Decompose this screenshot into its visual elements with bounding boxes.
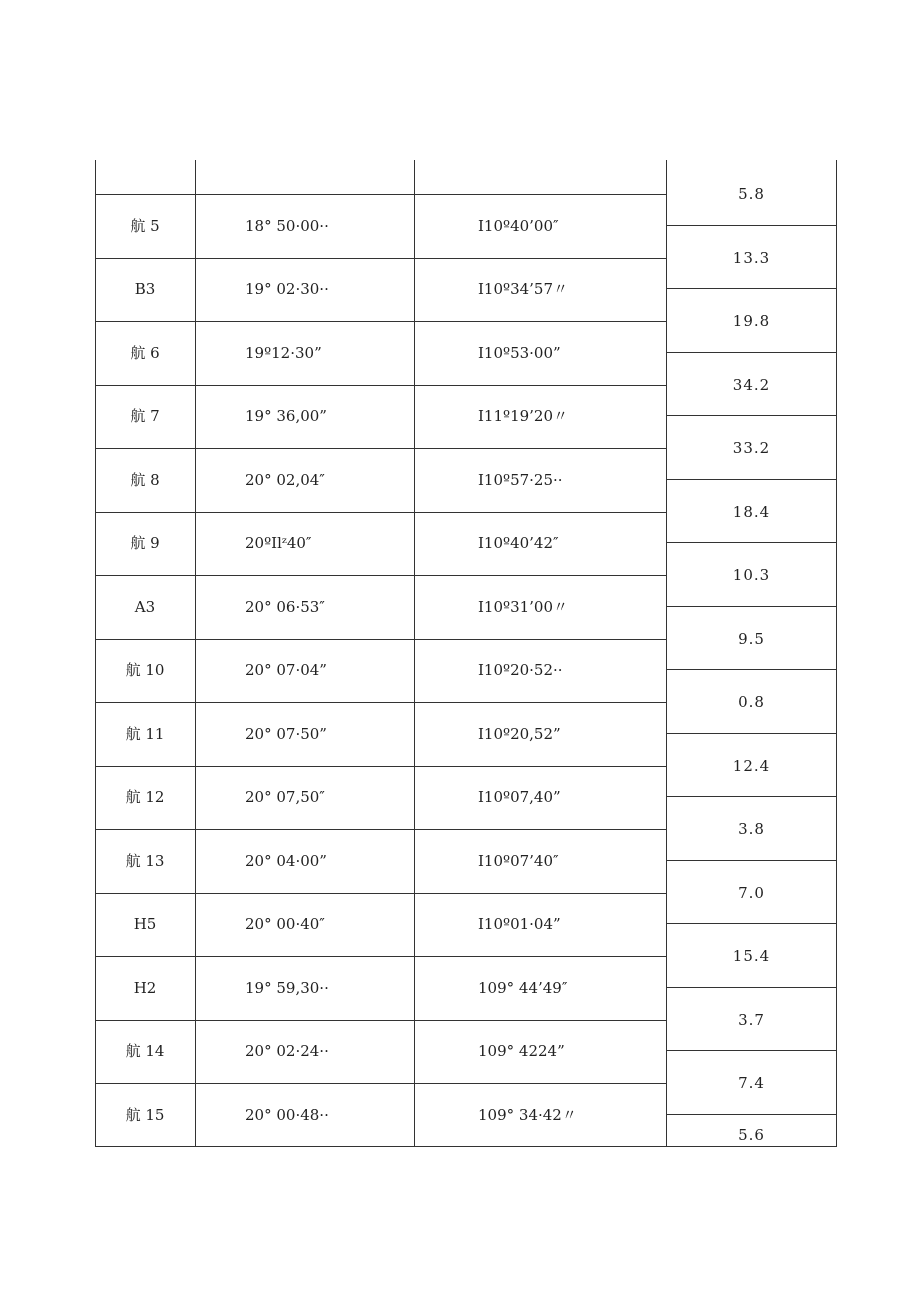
latitude-cell: 18° 50·00·· xyxy=(245,217,329,235)
distance-cell: 3.7 xyxy=(738,1011,765,1029)
waypoint-name-cell: 航 14 xyxy=(125,1042,165,1060)
waypoint-name-cell: H5 xyxy=(133,915,157,933)
distance-row-divider xyxy=(666,669,837,670)
waypoint-name-cell: 航 8 xyxy=(130,471,160,489)
distance-cell: 9.5 xyxy=(738,630,765,648)
distance-row-divider xyxy=(666,1050,837,1051)
distance-row-divider xyxy=(666,606,837,607)
longitude-cell: I10º07’40″ xyxy=(478,852,559,870)
distance-row-divider xyxy=(666,860,837,861)
longitude-cell: 109° 44’49″ xyxy=(478,979,568,997)
table-row-divider xyxy=(95,258,667,259)
table-row-divider xyxy=(95,448,667,449)
table-border-left xyxy=(95,160,96,1147)
latitude-cell: 20° 00·40″ xyxy=(245,915,325,933)
table-row-divider xyxy=(95,512,667,513)
latitude-cell: 20° 07·04” xyxy=(245,661,327,679)
table-border-right xyxy=(836,160,837,1147)
longitude-cell: I10º31’00〃 xyxy=(478,598,569,616)
waypoint-name-cell: 航 15 xyxy=(125,1106,165,1124)
distance-cell: 7.0 xyxy=(738,884,765,902)
table-row-divider xyxy=(95,1146,667,1147)
table-column-divider xyxy=(195,160,196,1147)
waypoint-name-cell: 航 6 xyxy=(130,344,160,362)
table-row-divider xyxy=(95,639,667,640)
distance-row-divider xyxy=(666,479,837,480)
waypoint-name-cell: 航 12 xyxy=(125,788,165,806)
table-row-divider xyxy=(95,385,667,386)
latitude-cell: 20° 07·50” xyxy=(245,725,327,743)
latitude-cell: 19° 02·30·· xyxy=(245,280,329,298)
table-row-divider xyxy=(95,956,667,957)
table-column-divider xyxy=(666,160,667,1147)
table-row-divider xyxy=(95,321,667,322)
distance-row-divider xyxy=(666,288,837,289)
latitude-cell: 19º12·30” xyxy=(245,344,322,362)
latitude-cell: 20° 02·24·· xyxy=(245,1042,329,1060)
table-row-divider xyxy=(95,1020,667,1021)
waypoint-name-cell: 航 5 xyxy=(130,217,160,235)
longitude-cell: I10º34’57〃 xyxy=(478,280,569,298)
waypoint-name-cell: 航 9 xyxy=(130,534,160,552)
waypoint-name-cell: 航 7 xyxy=(130,407,160,425)
distance-cell: 18.4 xyxy=(732,503,771,521)
waypoint-name-cell: 航 10 xyxy=(125,661,165,679)
latitude-cell: 19° 36,00” xyxy=(245,407,327,425)
distance-row-divider xyxy=(666,542,837,543)
longitude-cell: I10º40’42″ xyxy=(478,534,559,552)
distance-row-divider xyxy=(666,987,837,988)
latitude-cell: 20° 04·00” xyxy=(245,852,327,870)
latitude-cell: 20° 00·48·· xyxy=(245,1106,329,1124)
distance-cell: 5.8 xyxy=(738,185,765,203)
distance-cell: 13.3 xyxy=(732,249,771,267)
distance-cell: 3.8 xyxy=(738,820,765,838)
distance-row-divider xyxy=(666,415,837,416)
table-row-divider xyxy=(95,702,667,703)
latitude-cell: 20° 02,04″ xyxy=(245,471,325,489)
distance-row-divider xyxy=(666,796,837,797)
waypoint-name-cell: 航 13 xyxy=(125,852,165,870)
longitude-cell: I10º53·00” xyxy=(478,344,561,362)
distance-cell: 12.4 xyxy=(732,757,771,775)
distance-cell: 33.2 xyxy=(732,439,771,457)
longitude-cell: I10º57·25·· xyxy=(478,471,563,489)
latitude-cell: 20° 06·53″ xyxy=(245,598,325,616)
longitude-cell: 109° 4224” xyxy=(478,1042,565,1060)
waypoint-name-cell: H2 xyxy=(133,979,157,997)
longitude-cell: 109° 34·42〃 xyxy=(478,1106,577,1124)
distance-row-divider xyxy=(666,352,837,353)
longitude-cell: I10º40’00″ xyxy=(478,217,559,235)
table-row-divider xyxy=(95,1083,667,1084)
distance-row-divider xyxy=(666,225,837,226)
longitude-cell: I10º20,52” xyxy=(478,725,561,743)
latitude-cell: 19° 59,30·· xyxy=(245,979,329,997)
distance-row-divider xyxy=(666,923,837,924)
longitude-cell: I10º01·04” xyxy=(478,915,561,933)
distance-cell: 0.8 xyxy=(738,693,765,711)
longitude-cell: I10º07,40” xyxy=(478,788,561,806)
distance-cell: 10.3 xyxy=(732,566,771,584)
waypoint-name-cell: 航 11 xyxy=(125,725,165,743)
table-column-divider xyxy=(414,160,415,1147)
waypoint-name-cell: A3 xyxy=(134,598,156,616)
distance-row-divider xyxy=(666,733,837,734)
distance-cell: 15.4 xyxy=(732,947,771,965)
table-row-divider xyxy=(95,194,667,195)
waypoint-name-cell: B3 xyxy=(134,280,156,298)
latitude-cell: 20ºIlᶻ40″ xyxy=(245,534,312,552)
table-row-divider xyxy=(95,829,667,830)
distance-cell: 7.4 xyxy=(738,1074,765,1092)
distance-row-divider xyxy=(666,1114,837,1115)
table-border-bottom xyxy=(666,1146,837,1147)
latitude-cell: 20° 07,50″ xyxy=(245,788,325,806)
longitude-cell: I10º20·52·· xyxy=(478,661,563,679)
table-row-divider xyxy=(95,575,667,576)
distance-cell: 19.8 xyxy=(732,312,771,330)
distance-cell: 5.6 xyxy=(738,1126,765,1144)
distance-cell: 34.2 xyxy=(732,376,771,394)
longitude-cell: I11º19’20〃 xyxy=(478,407,569,425)
table-row-divider xyxy=(95,766,667,767)
table-row-divider xyxy=(95,893,667,894)
